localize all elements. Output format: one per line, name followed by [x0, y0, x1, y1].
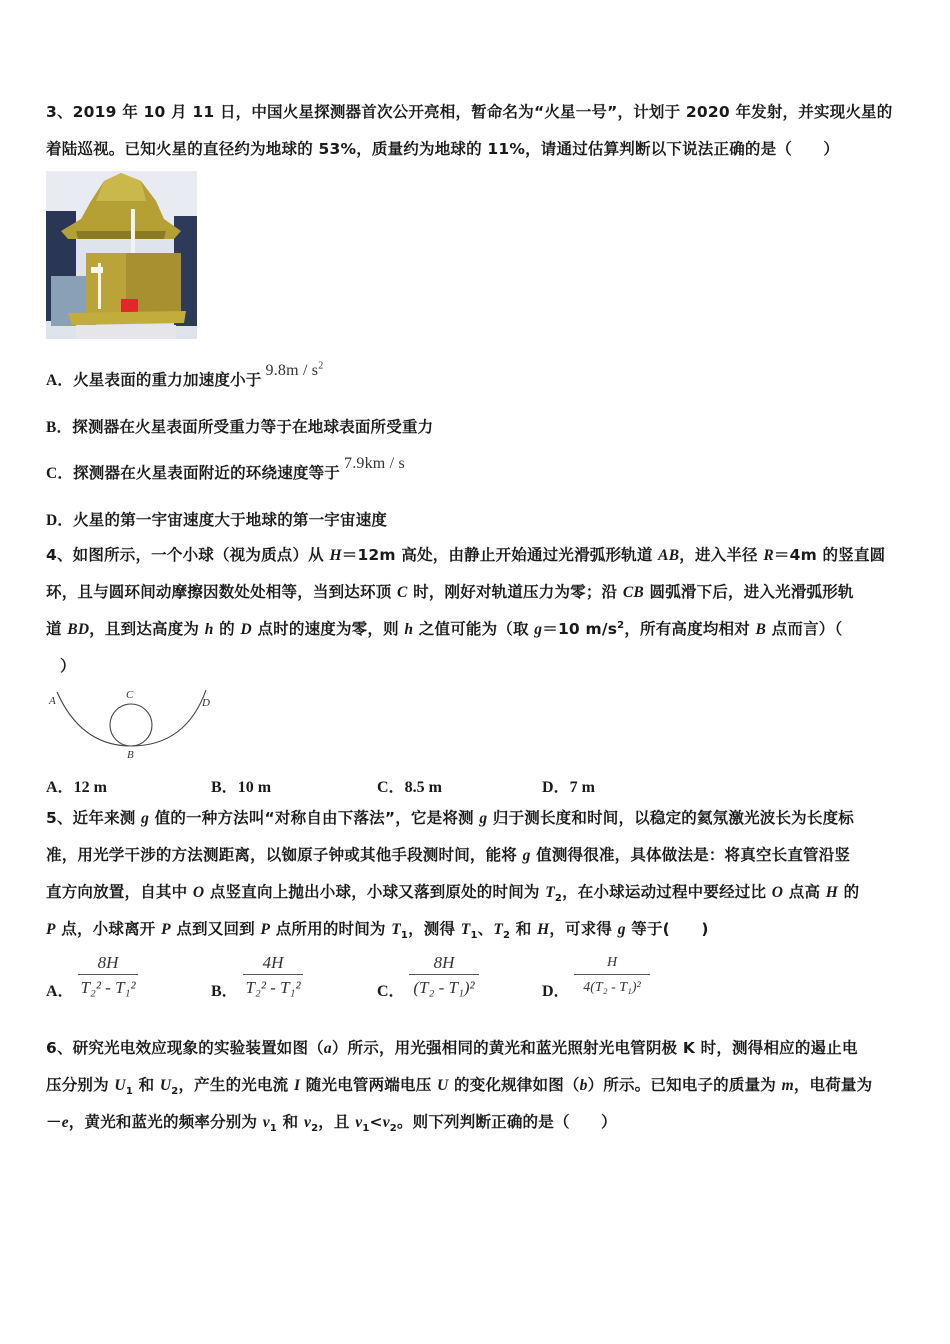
q3-stem-line-2: 着陆巡视。已知火星的直径约为地球的 53%，质量约为地球的 11%，请通过估算判断以下说法正确的是（ ）: [46, 140, 840, 158]
q3-option-a: A．火星表面的重力加速度小于$9.8m / s^2$: [46, 360, 324, 389]
fraction: 8H T₂² - T₁²: [78, 952, 138, 999]
q4-option-b: B．10 m: [211, 779, 272, 796]
q4-stem-line-3: 道 BD，且到达高度为 h 的 D 点时的速度为零，则 h 之值可能为（取 g＝10 $m/s^2$，所有高度均相对 B 点而言）（: [46, 619, 843, 638]
q5-option-b: B． 4H T₂² - T₁²: [211, 952, 371, 1008]
fraction: H 4(T₂ - T₁)²: [574, 952, 650, 999]
q5-option-c: C． 8H (T₂ - T₁)²: [377, 952, 537, 1008]
fraction: 8H (T₂ - T₁)²: [409, 952, 479, 999]
q6-stem-line-1: 6、研究光电效应现象的实验装置如图（a）所示，用光强相同的黄光和蓝光照射光电管阴极 K 时，测得相应的遏止电: [46, 1039, 858, 1057]
q3-option-a-formula: $9.8m / s^2$: [265, 360, 324, 379]
q3-stem-line-1: 3、2019 年 10 月 11 日，中国火星探测器首次公开亮相，暂命名为“火星一号”，计划于 2020 年发射，并实现火星的: [46, 103, 893, 121]
q3-option-c: C．探测器在火星表面附近的环绕速度等于7.9km / s: [46, 455, 405, 482]
q4-option-a: A．12 m: [46, 779, 107, 796]
q5-stem-line-3: 直方向放置，自其中 O 点竖直向上抛出小球，小球又落到原处的时间为 $T_2$，在小球运动过程中要经过比 O 点高 H 的: [46, 883, 860, 905]
q4-stem-line-2: 环，且与圆环间动摩擦因数处处相等，当到达环顶 C 时，刚好对轨道压力为零；沿 CB 圆弧滑下后，进入光滑弧形轨: [46, 583, 854, 601]
fraction: 4H T₂² - T₁²: [243, 952, 303, 999]
q5-stem-line-4: P 点，小球离开 P 点到又回到 P 点所用的时间为 $T_1$，测得 $T_1$、$T_2$ 和 H，可求得 g 等于( ): [46, 920, 709, 942]
track-loop-diagram: [46, 684, 216, 760]
mars-probe-image: [46, 171, 197, 339]
label-C: C: [126, 689, 134, 701]
label-A: A: [49, 695, 56, 707]
label-B: B: [127, 749, 134, 760]
q4-option-d: D．7 m: [542, 779, 595, 796]
label-D: D: [202, 697, 210, 709]
q4-stem-line-4: ）: [60, 657, 76, 675]
mars-probe-photo: [46, 171, 197, 339]
q3-option-b: B．探测器在火星表面所受重力等于在地球表面所受重力: [46, 418, 434, 436]
q4-option-c: C．8.5 m: [377, 779, 442, 796]
q5-option-d: D． H 4(T₂ - T₁)²: [542, 952, 702, 1008]
q4-stem-line-1: 4、如图所示，一个小球（视为质点）从 H＝12m 高处，由静止开始通过光滑弧形轨道 AB，进入半径 R＝4m 的竖直圆: [46, 546, 886, 564]
q6-stem-line-3: －e，黄光和蓝光的频率分别为 $v_1$ 和 $v_2$，且 $v_1<v_2$。则下列判断正确的是（ ）: [46, 1113, 617, 1135]
q3-option-d: D．火星的第一宇宙速度大于地球的第一宇宙速度: [46, 511, 388, 529]
q5-stem-line-1: 5、近年来测 g 值的一种方法叫“对称自由下落法”，它是将测 g 归于测长度和时间，以稳定的氦氖激光波长为长度标: [46, 809, 854, 827]
q3-option-c-formula: 7.9km / s: [344, 455, 405, 472]
q6-stem-line-2: 压分别为 $U_1$ 和 $U_2$，产生的光电流 I 随光电管两端电压 U 的变化规律如图（b）所示。已知电子的质量为 m，电荷量为: [46, 1076, 873, 1098]
q5-option-a: A． 8H T₂² - T₁²: [46, 952, 206, 1008]
q5-stem-line-2: 准，用光学干涉的方法测距离，以铷原子钟或其他手段测时间，能将 g 值测得很准，具体做法是：将真空长直管沿竖: [46, 846, 851, 864]
